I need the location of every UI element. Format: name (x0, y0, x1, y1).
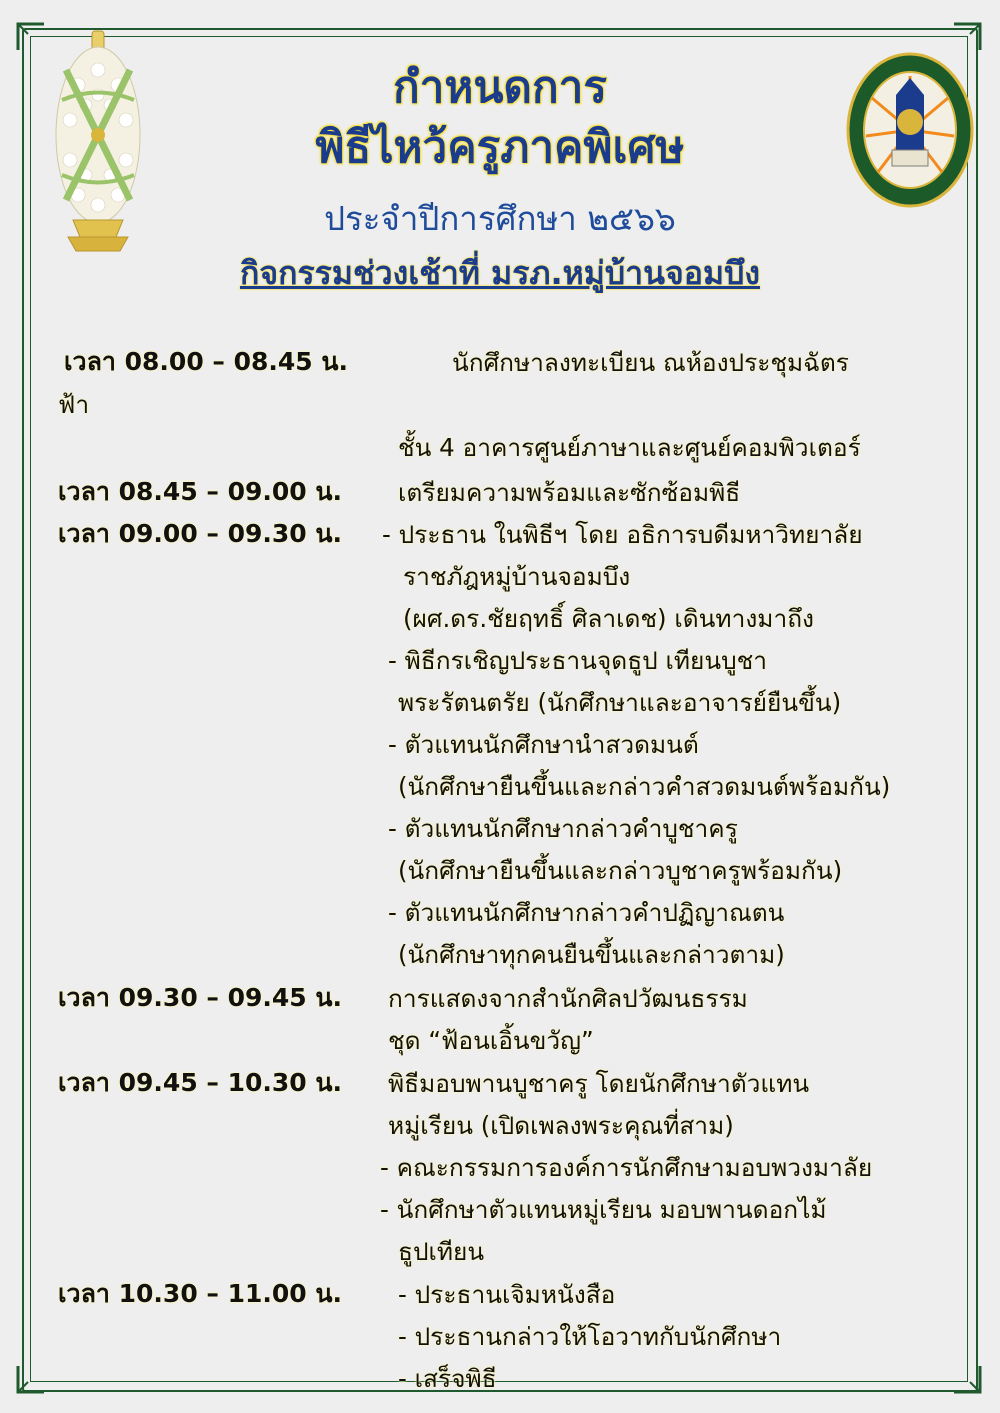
schedule-line: (นักศึกษายืนขึ้นและกล่าวคำสวดมนต์พร้อมกัน) (398, 772, 891, 801)
session-heading: กิจกรรมช่วงเช้าที่ มรภ.หมู่บ้านจอมบึง (239, 254, 760, 292)
schedule-line: - ตัวแทนนักศึกษากล่าวคำปฏิญาณตน (388, 898, 785, 927)
schedule-line: - คณะกรรมการองค์การนักศึกษามอบพวงมาลัย (380, 1153, 873, 1182)
schedule-line: ราชภัฎหมู่บ้านจอมบึง (403, 562, 631, 591)
schedule-line: - ประธาน ในพิธีฯ โดย อธิการบดีมหาวิทยาลัย (382, 520, 863, 549)
schedule-line: การแสดงจากสำนักศิลปวัฒนธรรม (388, 984, 748, 1013)
academic-year: ประจำปีการศึกษา ๒๕๖๖ (324, 199, 676, 238)
page-title: กำหนดการ (393, 62, 607, 113)
corner-ornament-icon (950, 20, 984, 54)
corner-ornament-icon (14, 20, 48, 54)
schedule-line: ชั้น 4 อาคารศูนย์ภาษาและศูนย์คอมพิวเตอร์ (398, 433, 861, 462)
schedule-line: เตรียมความพร้อมและซักซ้อมพิธี (398, 478, 741, 507)
schedule-line: (นักศึกษายืนขึ้นและกล่าวบูชาครูพร้อมกัน) (398, 856, 843, 885)
schedule-line: พิธีมอบพานบูชาครู โดยนักศึกษาตัวแทน (388, 1069, 810, 1098)
schedule-line: - ประธานเจิมหนังสือ (398, 1280, 616, 1309)
schedule-line: (ผศ.ดร.ชัยฤทธิ์ ศิลาเดช) เดินทางมาถึง (403, 604, 815, 633)
ceremony-title: พิธีไหว้ครูภาคพิเศษ (315, 122, 685, 173)
schedule-time: เวลา 09.30 – 09.45 น. (58, 983, 342, 1012)
schedule-line: ชุด “ฟ้อนเอิ้นขวัญ” (388, 1026, 594, 1055)
schedule-time: เวลา 08.45 – 09.00 น. (58, 477, 342, 506)
schedule-line: - เสร็จพิธี (398, 1364, 497, 1393)
schedule-line: ฟ้า (58, 390, 90, 419)
schedule-time: เวลา 10.30 – 11.00 น. (58, 1279, 342, 1308)
schedule-line: นักศึกษาลงทะเบียน ณห้องประชุมฉัตร (452, 348, 849, 377)
schedule-line: - ตัวแทนนักศึกษานำสวดมนต์ (388, 730, 699, 759)
schedule-line: (นักศึกษาทุกคนยืนขึ้นและกล่าวตาม) (398, 940, 785, 969)
corner-ornament-icon (950, 1362, 984, 1396)
schedule-time: เวลา 09.45 – 10.30 น. (58, 1068, 342, 1097)
schedule-line: - นักศึกษาตัวแทนหมู่เรียน มอบพานดอกไม้ (380, 1195, 827, 1224)
schedule-time: เวลา 08.00 – 08.45 น. (64, 347, 348, 376)
schedule-time: เวลา 09.00 – 09.30 น. (58, 519, 342, 548)
schedule-line: - ตัวแทนนักศึกษากล่าวคำบูชาครู (388, 814, 738, 843)
schedule-line: พระรัตนตรัย (นักศึกษาและอาจารย์ยืนขึ้น) (398, 688, 842, 717)
schedule-line: - พิธีกรเชิญประธานจุดธูป เทียนบูชา (388, 646, 768, 675)
schedule-line: - ประธานกล่าวให้โอวาทกับนักศึกษา (398, 1322, 782, 1351)
schedule-line: หมู่เรียน (เปิดเพลงพระคุณที่สาม) (388, 1111, 734, 1140)
schedule-line: ธูปเทียน (398, 1237, 485, 1266)
corner-ornament-icon (14, 1362, 48, 1396)
